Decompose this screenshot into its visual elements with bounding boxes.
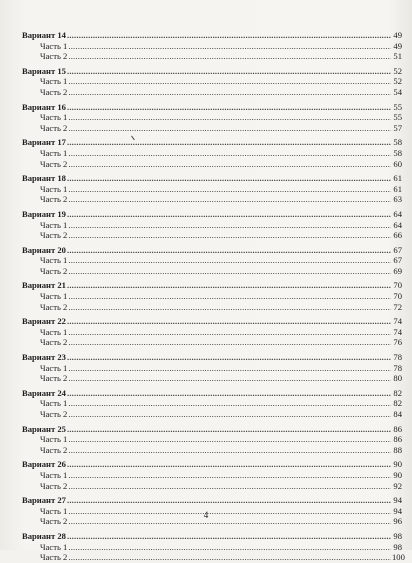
dot-leader xyxy=(67,30,391,41)
toc-variant-row-title: Вариант 19 xyxy=(22,208,66,219)
toc-part-row-page: 88 xyxy=(393,444,402,455)
toc-part-row xyxy=(22,552,405,563)
dot-leader xyxy=(68,445,391,456)
toc-part-row-page: 67 xyxy=(393,255,402,266)
dot-leader xyxy=(67,459,391,470)
toc-part-row-title: Часть 2 xyxy=(40,337,68,348)
toc-variant-row-page: 70 xyxy=(393,280,402,291)
toc-variant-row-title: Вариант 23 xyxy=(22,352,66,363)
toc-part-row-page: 84 xyxy=(393,409,402,419)
toc-variant-row-title: Вариант 26 xyxy=(22,459,66,470)
toc-variant-row-page: 94 xyxy=(393,495,402,506)
dot-leader xyxy=(68,266,391,277)
dot-leader xyxy=(68,159,391,170)
toc-part-row xyxy=(22,87,402,98)
toc-part-row-page: 90 xyxy=(393,469,402,480)
toc-variant-row-title: Вариант 20 xyxy=(22,244,66,255)
dot-leader xyxy=(68,552,391,563)
dot-leader xyxy=(68,434,391,445)
toc-part-row xyxy=(22,363,402,374)
dot-leader xyxy=(67,388,391,399)
toc-part-row-title: Часть 2 xyxy=(40,51,68,62)
dot-leader xyxy=(68,373,391,384)
toc-part-row xyxy=(22,542,402,553)
toc-part-row xyxy=(22,112,402,123)
toc-variant-row-page: 61 xyxy=(393,173,402,184)
toc-group xyxy=(22,30,402,62)
toc-variant-row-page: 49 xyxy=(393,30,402,40)
toc-part-row-page: 51 xyxy=(393,51,402,62)
toc-variant-row xyxy=(22,424,402,435)
toc-part-row-title: Часть 2 xyxy=(40,122,68,133)
toc-part-row-page: 69 xyxy=(393,265,402,276)
toc-part-row-title: Часть 1 xyxy=(40,469,68,480)
toc-part-row xyxy=(22,159,402,170)
toc-variant-row xyxy=(22,173,402,184)
toc-part-row-title: Часть 1 xyxy=(40,326,68,337)
toc-group xyxy=(22,280,402,312)
toc-variant-row-title: Вариант 25 xyxy=(22,423,66,434)
toc-part-row-title: Часть 1 xyxy=(40,505,68,516)
toc-variant-row-title: Вариант 24 xyxy=(22,387,66,398)
toc-part-row-page: 70 xyxy=(393,291,402,302)
toc-part-row-title: Часть 2 xyxy=(40,265,68,276)
dot-leader xyxy=(68,255,391,266)
dot-leader xyxy=(68,302,391,313)
toc-part-row-title: Часть 2 xyxy=(40,444,68,455)
dot-leader xyxy=(68,87,391,98)
toc-part-row-page: 49 xyxy=(393,40,402,51)
toc-variant-row xyxy=(22,66,402,77)
toc-part-row xyxy=(22,255,402,266)
toc-part-row-title: Часть 1 xyxy=(40,255,68,266)
toc-part-row xyxy=(22,76,402,87)
dot-leader xyxy=(67,424,391,435)
dot-leader xyxy=(68,481,391,492)
toc-variant-row-page: 64 xyxy=(393,208,402,219)
dot-leader xyxy=(68,194,391,205)
toc-variant-row-title: Вариант 18 xyxy=(22,173,66,184)
toc-variant-row xyxy=(22,352,402,363)
toc-part-row-title: Часть 2 xyxy=(40,86,68,97)
toc-variant-row-title: Вариант 21 xyxy=(22,280,66,291)
toc-part-row xyxy=(22,41,402,52)
toc-group xyxy=(22,66,402,98)
toc-variant-row-page: 98 xyxy=(393,530,402,541)
toc-part-row-page: 82 xyxy=(393,398,402,409)
dot-leader xyxy=(68,148,391,159)
toc-part-row-title: Часть 2 xyxy=(40,480,68,491)
toc-part-row-page: 60 xyxy=(393,158,402,169)
toc-group xyxy=(22,530,405,563)
toc-part-row-title: Часть 2 xyxy=(40,373,68,384)
toc-part-row xyxy=(22,434,402,445)
toc-variant-row xyxy=(22,531,402,542)
toc-variant-row-page: 86 xyxy=(393,423,402,434)
toc-variant-row-page: 52 xyxy=(393,65,402,76)
toc-part-row-title: Часть 2 xyxy=(40,301,68,312)
toc-variant-row-page: 82 xyxy=(393,387,402,398)
toc-part-row-page: 61 xyxy=(393,183,402,194)
toc-group xyxy=(22,102,402,134)
dot-leader xyxy=(67,245,391,256)
toc-group xyxy=(22,388,402,420)
toc-variant-row-title: Вариант 15 xyxy=(22,65,66,76)
toc-part-row xyxy=(22,184,402,195)
dot-leader xyxy=(67,173,391,184)
toc-part-row-title: Часть 1 xyxy=(40,147,68,158)
toc-part-row-title: Часть 1 xyxy=(40,40,68,51)
toc-variant-row-title: Вариант 27 xyxy=(22,495,66,506)
toc-variant-row-title: Вариант 22 xyxy=(22,316,66,327)
toc-part-row-title: Часть 2 xyxy=(40,516,68,527)
toc-part-row xyxy=(22,445,402,456)
toc-variant-row xyxy=(22,245,402,256)
toc-part-row xyxy=(22,302,402,313)
dot-leader xyxy=(68,76,391,87)
dot-leader xyxy=(68,230,391,241)
toc-group xyxy=(22,459,402,491)
dot-leader xyxy=(67,137,391,148)
dot-leader xyxy=(68,337,391,348)
toc-part-row-title: Часть 1 xyxy=(40,398,68,409)
toc-variant-row xyxy=(22,30,402,41)
toc-part-row-title: Часть 1 xyxy=(40,112,68,123)
toc-part-row-title: Часть 1 xyxy=(40,541,68,552)
toc-part-row-title: Часть 1 xyxy=(40,76,68,87)
toc-part-row-page: 76 xyxy=(393,337,402,348)
toc-group xyxy=(22,352,402,384)
toc-variant-row xyxy=(22,316,402,327)
dot-leader xyxy=(68,409,391,420)
toc-part-row xyxy=(22,148,402,159)
toc-variant-row xyxy=(22,388,402,399)
toc-part-row xyxy=(22,470,402,481)
dot-leader xyxy=(68,184,391,195)
toc-part-row-page: 98 xyxy=(393,541,402,552)
toc-part-row xyxy=(22,373,402,384)
toc-part-row-title: Часть 1 xyxy=(40,291,68,302)
dot-leader xyxy=(68,51,391,62)
toc-part-row-page: 66 xyxy=(393,230,402,241)
toc-part-row-title: Часть 1 xyxy=(40,434,68,445)
toc-part-row-page: 63 xyxy=(393,194,402,205)
toc-part-row-page: 96 xyxy=(393,516,402,527)
dot-leader xyxy=(68,41,391,52)
dot-leader xyxy=(68,363,391,374)
toc-variant-row-title: Вариант 16 xyxy=(22,101,66,112)
toc-part-row-page: 94 xyxy=(393,505,402,516)
dot-leader xyxy=(68,470,391,481)
toc-variant-row-title: Вариант 14 xyxy=(22,30,66,40)
dot-leader xyxy=(67,209,391,220)
toc-part-row-page: 64 xyxy=(393,219,402,230)
dot-leader xyxy=(67,352,391,363)
toc-part-row-title: Часть 2 xyxy=(40,230,68,241)
toc-part-row-page: 74 xyxy=(393,326,402,337)
toc-group xyxy=(22,173,402,205)
dot-leader xyxy=(68,291,391,302)
dot-leader xyxy=(68,112,391,123)
toc-part-row xyxy=(22,327,402,338)
toc-variant-row-title: Вариант 28 xyxy=(22,530,66,541)
toc-part-row-title: Часть 2 xyxy=(40,552,68,563)
dot-leader xyxy=(67,495,391,506)
dot-leader xyxy=(67,280,391,291)
toc-variant-row-title: Вариант 17 xyxy=(22,137,66,148)
page-number: 4 xyxy=(203,510,209,520)
toc-part-row-page: 54 xyxy=(393,86,402,97)
toc-part-row xyxy=(22,266,402,277)
dot-leader xyxy=(67,66,391,77)
toc-part-row xyxy=(22,230,402,241)
dot-leader xyxy=(67,102,391,113)
toc-part-row-page: 80 xyxy=(393,373,402,384)
toc-part-row xyxy=(22,398,402,409)
toc-part-row xyxy=(22,194,402,205)
toc-part-row-title: Часть 1 xyxy=(40,183,68,194)
toc-variant-row-page: 58 xyxy=(393,137,402,148)
toc-variant-row-page: 74 xyxy=(393,316,402,327)
toc-variant-row xyxy=(22,495,402,506)
toc-group xyxy=(22,245,402,277)
toc-part-row xyxy=(22,409,402,420)
toc-part-row xyxy=(22,123,402,134)
toc-part-row-page: 57 xyxy=(393,122,402,133)
toc-variant-row-page: 78 xyxy=(393,352,402,363)
dot-leader xyxy=(68,220,391,231)
toc-part-row-page: 55 xyxy=(393,112,402,123)
toc-part-row xyxy=(22,220,402,231)
toc-part-row-title: Часть 2 xyxy=(40,409,68,419)
toc-part-row-title: Часть 2 xyxy=(40,194,68,205)
toc-variant-row xyxy=(22,102,402,113)
toc-part-row-page: 72 xyxy=(393,301,402,312)
toc-part-row-page: 78 xyxy=(393,362,402,373)
toc-variant-row xyxy=(22,209,402,220)
toc-variant-row-page: 55 xyxy=(393,101,402,112)
toc-group xyxy=(22,316,402,348)
toc-variant-row xyxy=(22,459,402,470)
toc-part-row xyxy=(22,291,402,302)
toc-variant-row-page: 67 xyxy=(393,244,402,255)
toc-part-row xyxy=(22,51,402,62)
toc-variant-row xyxy=(22,280,402,291)
dot-leader xyxy=(68,123,391,134)
toc-group xyxy=(22,209,402,241)
toc-part-row-page: 100 xyxy=(392,552,405,563)
toc-part-row-page: 58 xyxy=(393,147,402,158)
toc-part-row-title: Часть 2 xyxy=(40,158,68,169)
dot-leader xyxy=(67,316,391,327)
dot-leader xyxy=(67,531,391,542)
toc-part-row-title: Часть 1 xyxy=(40,219,68,230)
table-of-contents xyxy=(22,30,405,563)
toc-part-row-page: 52 xyxy=(393,76,402,87)
toc-group xyxy=(22,424,402,456)
dot-leader xyxy=(68,327,391,338)
toc-group xyxy=(22,137,402,169)
toc-part-row-title: Часть 1 xyxy=(40,362,68,373)
toc-part-row-page: 92 xyxy=(393,480,402,491)
toc-variant-row-page: 90 xyxy=(393,459,402,470)
toc-part-row xyxy=(22,481,402,492)
toc-variant-row xyxy=(22,137,402,148)
dot-leader xyxy=(68,398,391,409)
toc-part-row xyxy=(22,337,402,348)
dot-leader xyxy=(68,542,391,553)
toc-part-row-page: 86 xyxy=(393,434,402,445)
